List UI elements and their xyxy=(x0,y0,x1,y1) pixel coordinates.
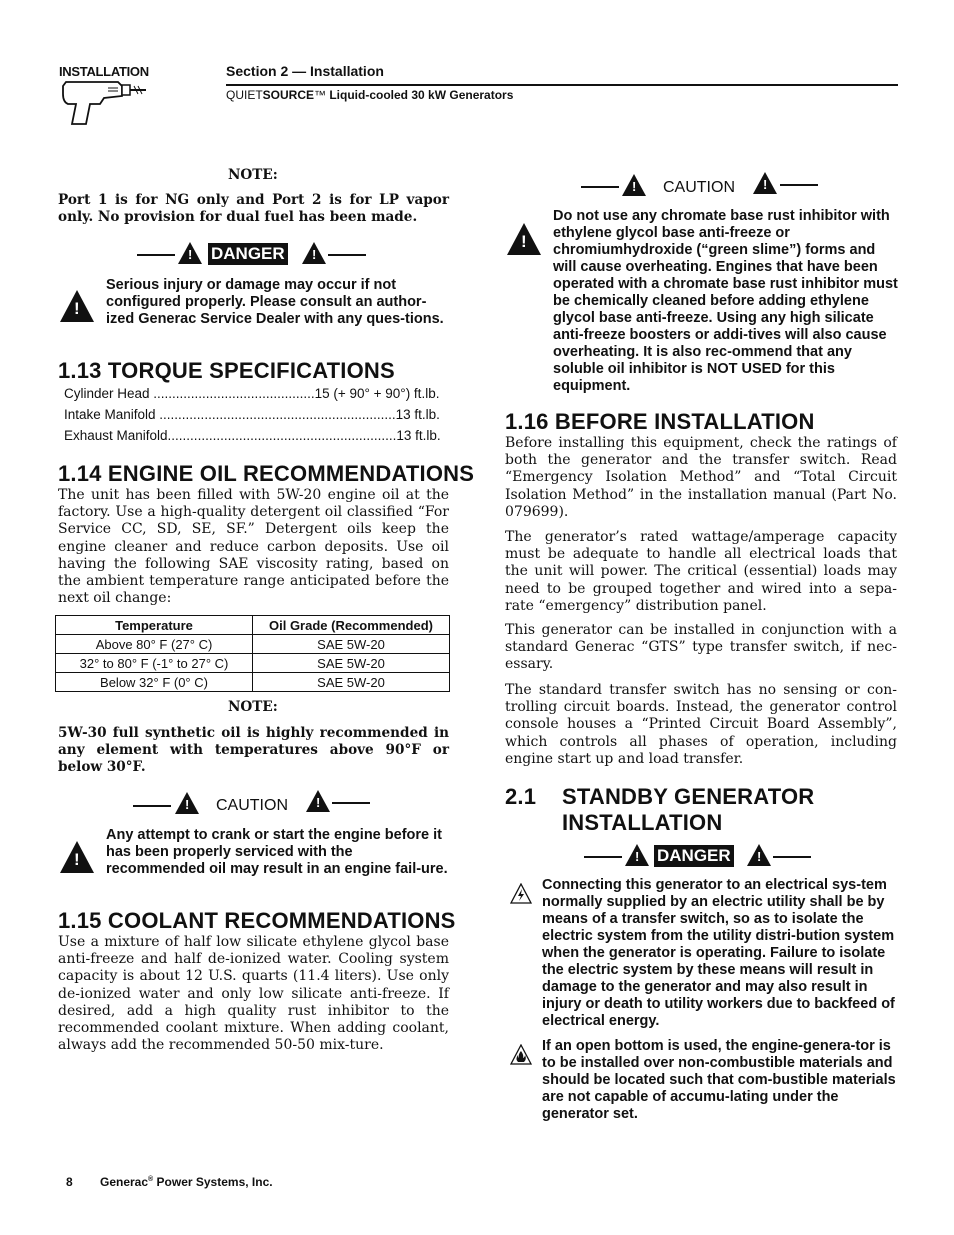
torque-value: 15 (+ 90° + 90°) ft.lb. xyxy=(314,386,440,401)
oil-heading: 1.14 ENGINE OIL RECOMMENDATIONS xyxy=(58,461,475,486)
torque-row-exhaust-manifold xyxy=(64,428,442,443)
table-row xyxy=(56,673,450,692)
before-installation-heading: 1.16 BEFORE INSTALLATION xyxy=(505,409,815,434)
torque-label: Cylinder Head ........................................... xyxy=(64,386,315,401)
warning-icon: ! xyxy=(302,242,326,264)
drill-icon xyxy=(60,76,150,128)
product-subtitle xyxy=(226,88,513,102)
warning-icon: ! xyxy=(60,841,94,873)
danger1-rule-right xyxy=(328,254,366,256)
torque-heading: 1.13 TORQUE SPECIFICATIONS xyxy=(58,358,395,383)
header-rule xyxy=(226,84,898,86)
warning-icon: ! xyxy=(507,223,541,255)
footer-company-rest: Power Systems, Inc. xyxy=(153,1175,273,1189)
danger1-rule-left xyxy=(137,254,175,256)
danger1-label: DANGER xyxy=(208,243,288,265)
torque-row-intake-manifold xyxy=(64,407,442,422)
product-brand: SOURCE xyxy=(262,88,315,102)
caution2-text: Do not use any chromate base rust inhibitor with ethylene glycol base anti-freeze or chromiumhydroxide (“green slime”) forms and will cause overheating. Engines that have been operated with a chromate base rust inhibitor must be chemically cleaned before adding ethylene glycol base anti-freeze. Using any high silicate anti-freeze boosters or addi-tives will also cause overheating. It is also rec-ommend that any soluble oil inhibitor is NOT USED for this equipment. xyxy=(553,208,898,394)
warning-icon: ! xyxy=(60,290,94,322)
product-rest: Liquid-cooled 30 kW Generators xyxy=(326,88,514,102)
oil-table-header: Oil Grade (Recommended) xyxy=(253,616,450,635)
table-row xyxy=(56,635,450,654)
table-cell: Below 32° F (0° C) xyxy=(56,673,253,692)
standby-number: 2.1 xyxy=(505,784,537,809)
warning-icon: ! xyxy=(753,172,777,194)
coolant-heading: 1.15 COOLANT RECOMMENDATIONS xyxy=(58,908,456,933)
torque-label: Intake Manifold ............................................................... xyxy=(64,407,396,422)
footer-company xyxy=(100,1175,273,1189)
standby-heading-line2: INSTALLATION xyxy=(562,810,723,835)
installation-badge-label: INSTALLATION xyxy=(59,64,149,79)
caution1-rule-right xyxy=(332,802,370,804)
note1-text: Port 1 is for NG only and Port 2 is for LP vapor only. No provision for dual fuel has been made. xyxy=(58,192,449,225)
footer-reg: ® xyxy=(148,1176,154,1183)
footer-company-name: Generac xyxy=(100,1175,149,1189)
note2-text: 5W-30 full synthetic oil is highly recommended in any element with temperatures above 90°F or below 30°F. xyxy=(58,725,449,775)
oil-text: The unit has been filled with 5W-20 engine oil at the factory. Use a high-quality detergent oil classified “For Service CC, SD, SE, SF.” Detergent oils keep the engine cleaner and reduce carbon deposits. Use oil having the following SAE viscosity rating, based on the ambient temperature range anticipated before the next oil change: xyxy=(58,487,449,607)
danger1-text: Serious injury or damage may occur if not configured properly. Please consult an author-ized Generac Service Dealer with any ques-tions. xyxy=(106,277,444,327)
torque-value: 13 ft.lb. xyxy=(396,428,441,443)
table-cell: SAE 5W-20 xyxy=(253,673,450,692)
caution1-rule-left xyxy=(133,805,171,807)
danger2-label: DANGER xyxy=(654,845,734,867)
warning-icon: ! xyxy=(306,790,330,812)
oil-table-header-row xyxy=(56,616,450,635)
oil-table-header: Temperature xyxy=(56,616,253,635)
before-p3: This generator can be installed in conjunction with a standard Generac “GTS” type transfer switch, if nec-essary. xyxy=(505,622,897,673)
warning-icon: ! xyxy=(747,844,771,866)
warning-icon: ! xyxy=(622,174,646,196)
torque-row-cylinder-head xyxy=(64,386,442,401)
caution2-rule-right xyxy=(780,184,818,186)
note1-label: NOTE: xyxy=(228,167,278,183)
danger3-text: If an open bottom is used, the engine-genera-tor is to be installed over non-combustible materials and should be located such that com-bustible materials are not capable of accumu-lating under the generator set. xyxy=(542,1038,896,1122)
coolant-text: Use a mixture of half low silicate ethylene glycol base anti-freeze and half de-ionized water. Cooling system capacity is about 12 U.S. quarts (11.4 liters). Use only de-ionized water and only low silicate anti-freeze. If desired, add a high quality rust inhibitor to the recommended coolant mixture. When adding coolant, always add the recommended 50-50 mix-ture. xyxy=(58,934,449,1054)
warning-icon: ! xyxy=(178,242,202,264)
caution1-label: CAUTION xyxy=(216,797,288,814)
torque-value: 13 ft.lb. xyxy=(395,407,440,422)
product-tm: ™ xyxy=(314,88,327,102)
standby-heading-line1: STANDBY GENERATOR xyxy=(562,784,815,809)
before-p4: The standard transfer switch has no sensing or con-trolling circuit boards. Instead, the generator control console houses a “Printed Circuit Board Assembly”, which controls all phases of operation, including engine start up and load transfer. xyxy=(505,682,897,767)
before-p2: The generator’s rated wattage/amperage capacity must be adequate to handle all electrical loads that the unit will power. The critical (essential) loads may need to be grouped together and wired into a sepa-rate “emergency” distribution panel. xyxy=(505,529,897,614)
table-row xyxy=(56,654,450,673)
caution2-rule-left xyxy=(581,186,619,188)
torque-label: Exhaust Manifold............................................................. xyxy=(64,428,397,443)
warning-icon: ! xyxy=(175,792,199,814)
table-cell: Above 80° F (27° C) xyxy=(56,635,253,654)
warning-icon: ! xyxy=(625,844,649,866)
page-number: 8 xyxy=(66,1175,73,1189)
product-prefix: QUIET xyxy=(226,88,263,102)
section-title: Section 2 — Installation xyxy=(226,63,384,79)
table-cell: SAE 5W-20 xyxy=(253,654,450,673)
note2-label: NOTE: xyxy=(228,699,278,715)
oil-table xyxy=(55,615,450,692)
caution1-text: Any attempt to crank or start the engine before it has been properly serviced with the recommended oil may result in an engine fail-ure. xyxy=(106,827,448,877)
caution2-label: CAUTION xyxy=(663,179,735,196)
danger2-rule-right xyxy=(773,856,811,858)
table-cell: SAE 5W-20 xyxy=(253,635,450,654)
before-p1: Before installing this equipment, check the ratings of both the generator and the transfer switch. Read “Emergency Isolation Method” and “Total Circuit Isolation Method” in the installation manual (Part No. 079699). xyxy=(505,435,897,520)
electrical-hazard-icon xyxy=(510,883,532,905)
fire-hazard-icon xyxy=(510,1044,532,1066)
table-cell: 32° to 80° F (-1° to 27° C) xyxy=(56,654,253,673)
danger2-rule-left xyxy=(584,856,622,858)
danger2-text: Connecting this generator to an electrical sys-tem normally supplied by an electric utility shall be by means of a transfer switch, so as to isolate the electric system from the utility distri-bution system when the generator is operating. Failure to isolate the electric system by these means will result in damage to the generator and may also result in injury or death to utility workers due to backfeed of electrical energy. xyxy=(542,877,895,1029)
